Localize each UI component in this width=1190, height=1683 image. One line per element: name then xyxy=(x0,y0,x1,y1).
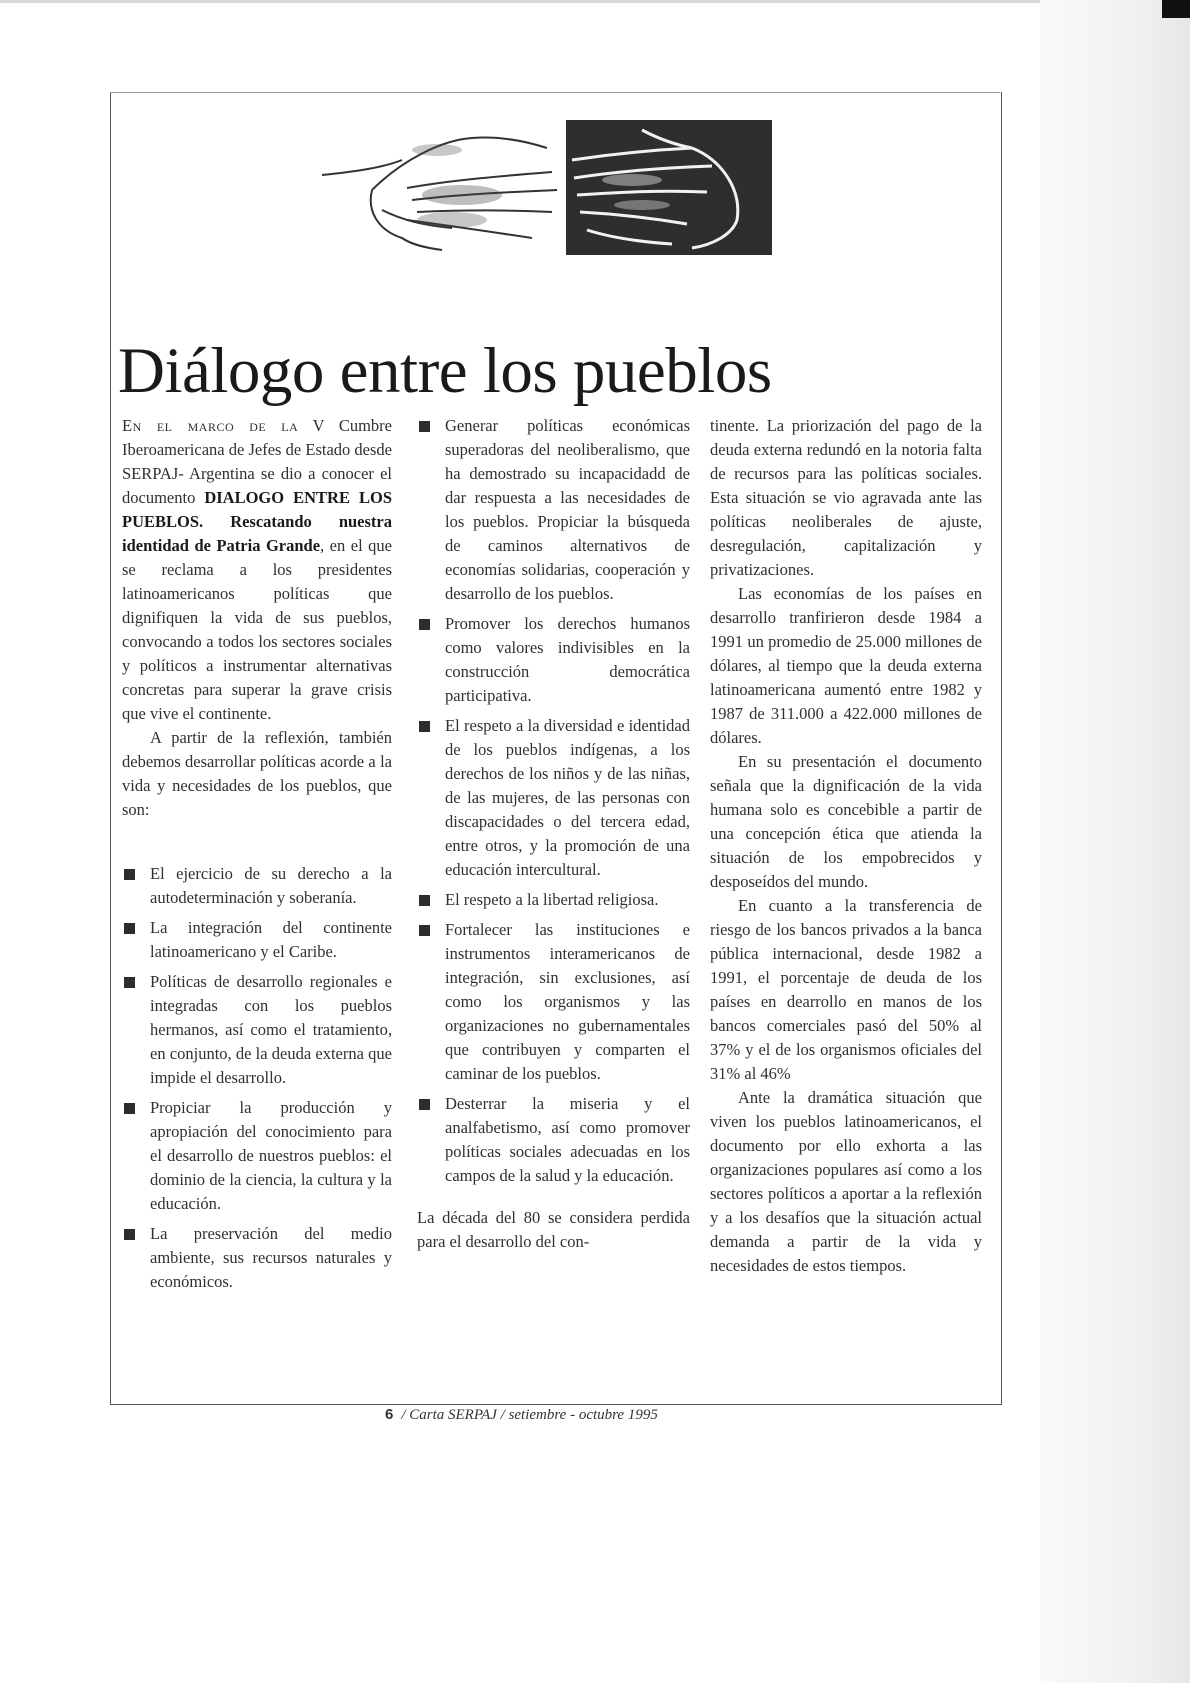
scan-margin xyxy=(1040,0,1190,1683)
document-title-bold: DIALOGO ENTRE LOS PUEBLOS. Rescatando nuestra identidad de Patria Grande xyxy=(122,488,392,555)
square-bullet-icon xyxy=(419,421,430,432)
column-3 xyxy=(710,414,982,1278)
article-title: Diálogo entre los pueblos xyxy=(118,334,772,407)
lead-smallcaps: En el marco de la xyxy=(122,416,299,435)
column-2 xyxy=(417,414,690,1254)
list-item-text: Políticas de desarrollo regionales e integradas con los pueblos hermanos, así como el tratamiento, en conjunto, de la deuda externa que impide el desarrollo. xyxy=(150,972,392,1087)
list-item xyxy=(122,1096,392,1216)
square-bullet-icon xyxy=(124,1229,135,1240)
list-item-text: Desterrar la miseria y el analfabetismo, así como promover políticas sociales adecuadas en los campos de la salud y la educación. xyxy=(445,1094,690,1185)
left-hand-shading xyxy=(412,144,502,228)
paragraph: En su presentación el documento señala que la dignificación de la vida humana solo es concebible a partir de una concepción ética que atienda la situación de los empobrecidos y desposeídos del mundo. xyxy=(710,752,982,891)
square-bullet-icon xyxy=(419,721,430,732)
intro-rest: , en el que se reclama a los presidentes latinoamericanos políticas que dignifiquen la vida de sus pueblos, convocando a todos los sectores sociales y políticos a instrumentar alternativas concretas para superar la grave crisis que vive el continente. xyxy=(122,536,392,723)
square-bullet-icon xyxy=(419,895,430,906)
hands-illustration xyxy=(312,120,772,270)
list-item-text: Fortalecer las instituciones e instrumentos interamericanos de integración, sin exclusiones, así como los organismos y las organizaciones no gubernamentales que contribuyen y comparten el caminar de los pueblos. xyxy=(445,920,690,1083)
page-footer xyxy=(385,1406,658,1424)
article-frame-top-rule xyxy=(110,92,1000,93)
square-bullet-icon xyxy=(419,619,430,630)
square-bullet-icon xyxy=(124,923,135,934)
paragraph: En cuanto a la transferencia de riesgo de los bancos privados a la banca pública internacional, desde 1982 a 1991, el porcentaje de deuda de los países en dearrollo en manos de los bancos comerciales pasó del 50% al 37% y el de los organismos oficiales del 31% al 46% xyxy=(710,896,982,1083)
list-item-text: Propiciar la producción y apropiación del conocimiento para el desarrollo de nuestros pueblos: el dominio de la ciencia, la cultura y la educación. xyxy=(150,1098,392,1213)
list-item xyxy=(417,714,690,882)
page-number: 6 xyxy=(385,1406,394,1423)
paragraph: Las economías de los países en desarrollo tranfirieron desde 1984 a 1991 un promedio de 25.000 millones de dólares, al tiempo que la deuda externa latinoamericana aumentó entre 1982 y 1987 de 311.000 a 422.000 millones de dólares. xyxy=(710,584,982,747)
list-item xyxy=(122,916,392,964)
closing-paragraph: La década del 80 se considera perdida para el desarrollo del con- xyxy=(417,1208,690,1251)
square-bullet-icon xyxy=(419,1099,430,1110)
square-bullet-icon xyxy=(419,925,430,936)
list-item-text: Generar políticas económicas superadoras del neoliberalismo, que ha demostrado su incapacidadd de dar respuesta a las necesidades de los pueblos. Propiciar la búsqueda de caminos alternativos de economías solidarias, cooperación y desarrollo de los pueblos. xyxy=(445,416,690,603)
paragraph: tinente. La priorización del pago de la deuda externa redundó en la notoria falta de recursos para las políticas sociales. Esta situación se vio agravada ante las políticas neoliberales de ajuste, desregulación, capitalización y privatizaciones. xyxy=(710,416,982,579)
list-item-text: La integración del continente latinoamericano y el Caribe. xyxy=(150,918,392,961)
list-item-text: La preservación del medio ambiente, sus recursos naturales y económicos. xyxy=(150,1224,392,1291)
column-1 xyxy=(122,414,392,1300)
list-item xyxy=(417,414,690,606)
square-bullet-icon xyxy=(124,869,135,880)
publication-line: / Carta SERPAJ / setiembre - octubre 1995 xyxy=(401,1407,658,1423)
intro-text: V Cumbre Iberoamericana de Jefes de Estado desde SERPAJ- Argentina se dio a conocer el documento xyxy=(122,416,392,507)
list-item xyxy=(417,888,690,912)
list-item-text: El ejercicio de su derecho a la autodeterminación y soberanía. xyxy=(150,864,392,907)
list-item xyxy=(417,612,690,708)
list-item-text: El respeto a la libertad religiosa. xyxy=(445,890,659,909)
list-item xyxy=(122,862,392,910)
list-item xyxy=(417,1092,690,1188)
spacer xyxy=(122,822,392,862)
paragraph-2: A partir de la reflexión, también debemos desarrollar políticas acorde a la vida y necesidades de los pueblos, que son: xyxy=(122,728,392,819)
list-item xyxy=(122,1222,392,1294)
paragraph: Ante la dramática situación que viven los pueblos latinoamericanos, el documento por ello exhorta a las organizaciones populares así como a los sectores políticos a aportar a la reflexión y a los desafíos que la situación actual demanda a partir de la vida y necesidades de estos tiempos. xyxy=(710,1088,982,1275)
bullet-list-1 xyxy=(122,862,392,1294)
intro-paragraph xyxy=(122,414,392,726)
list-item-text: El respeto a la diversidad e identidad de los pueblos indígenas, a los derechos de los niños y de las niñas, de las mujeres, de las personas con discapacidades o del tercera edad, entre otros, y la promoción de una educación intercultural. xyxy=(445,716,690,879)
list-item-text: Promover los derechos humanos como valores indivisibles en la construcción democrática participativa. xyxy=(445,614,690,705)
square-bullet-icon xyxy=(124,1103,135,1114)
scan-corner-mark xyxy=(1162,0,1190,18)
bullet-list-2 xyxy=(417,414,690,1188)
list-item xyxy=(122,970,392,1090)
scan-top-edge xyxy=(0,0,1040,3)
square-bullet-icon xyxy=(124,977,135,988)
list-item xyxy=(417,918,690,1086)
